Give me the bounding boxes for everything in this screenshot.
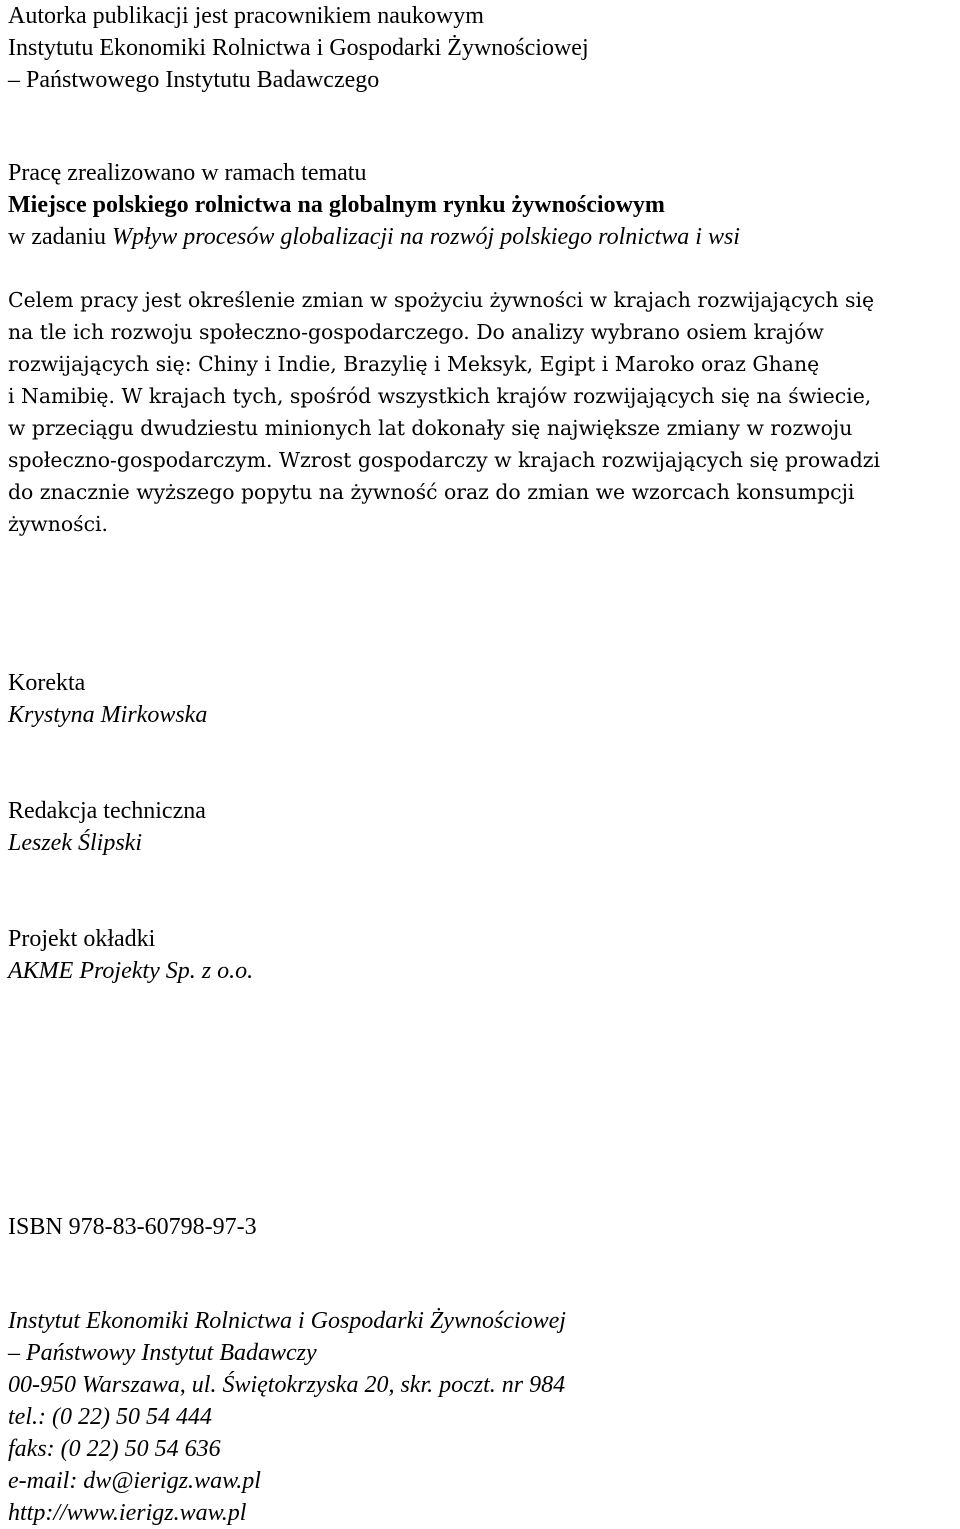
publisher-fax: faks: (0 22) 50 54 636	[8, 1436, 221, 1462]
abstract-line: w przeciągu dwudziestu minionych lat dokonały się największe zmiany w rozwoju	[8, 416, 853, 440]
publisher-name: Instytut Ekonomiki Rolnictwa i Gospodarki Żywnościowej	[8, 1308, 566, 1334]
abstract	[8, 284, 953, 540]
publisher-website: http://www.ierigz.waw.pl	[8, 1500, 247, 1526]
abstract-line: społeczno-gospodarczym. Wzrost gospodarczy w krajach rozwijających się prowadzi	[8, 448, 881, 472]
credit-proofreading	[8, 667, 953, 731]
project-topic: Miejsce polskiego rolnictwa na globalnym rynku żywnościowym	[8, 192, 665, 218]
publisher-subname: – Państwowy Instytut Badawczy	[8, 1340, 317, 1366]
project-intro: Pracę zrealizowano w ramach tematu	[8, 160, 367, 186]
isbn-text: ISBN 978-83-60798-97-3	[8, 1214, 257, 1240]
project-info	[8, 157, 953, 253]
credit-name: Leszek Ślipski	[8, 830, 142, 856]
abstract-line: do znacznie wyższego popytu na żywność oraz do zmian we wzorcach konsumpcji	[8, 480, 855, 504]
publisher-info	[8, 1305, 953, 1529]
isbn	[8, 1211, 953, 1243]
abstract-line: i Namibię. W krajach tych, spośród wszystkich krajów rozwijających się na świecie,	[8, 384, 872, 408]
credit-label: Redakcja techniczna	[8, 798, 206, 824]
publisher-tel: tel.: (0 22) 50 54 444	[8, 1404, 212, 1430]
credit-label: Projekt okładki	[8, 926, 156, 952]
abstract-line: na tle ich rozwoju społeczno-gospodarczego. Do analizy wybrano osiem krajów	[8, 320, 824, 344]
credit-name: AKME Projekty Sp. z o.o.	[8, 958, 254, 984]
credit-cover-design	[8, 923, 953, 987]
author-note-line: Instytutu Ekonomiki Rolnictwa i Gospodarki Żywnościowej	[8, 35, 589, 61]
project-task-line	[8, 221, 953, 253]
abstract-line: żywności.	[8, 512, 109, 536]
project-task-prefix: w zadaniu	[8, 224, 112, 250]
abstract-line: rozwijających się: Chiny i Indie, Brazylię i Meksyk, Egipt i Maroko oraz Ghanę	[8, 352, 820, 376]
project-task: Wpływ procesów globalizacji na rozwój polskiego rolnictwa i wsi	[111, 224, 740, 250]
credit-label: Korekta	[8, 670, 86, 696]
publisher-email: e-mail: dw@ierigz.waw.pl	[8, 1468, 261, 1494]
credit-name: Krystyna Mirkowska	[8, 702, 208, 728]
author-note-line: – Państwowego Instytutu Badawczego	[8, 67, 380, 93]
credit-technical-editing	[8, 795, 953, 859]
author-note-line: Autorka publikacji jest pracownikiem naukowym	[8, 3, 484, 29]
author-note	[8, 0, 953, 96]
publisher-address: 00-950 Warszawa, ul. Świętokrzyska 20, skr. poczt. nr 984	[8, 1372, 566, 1398]
abstract-line: Celem pracy jest określenie zmian w spożyciu żywności w krajach rozwijających się	[8, 288, 875, 312]
